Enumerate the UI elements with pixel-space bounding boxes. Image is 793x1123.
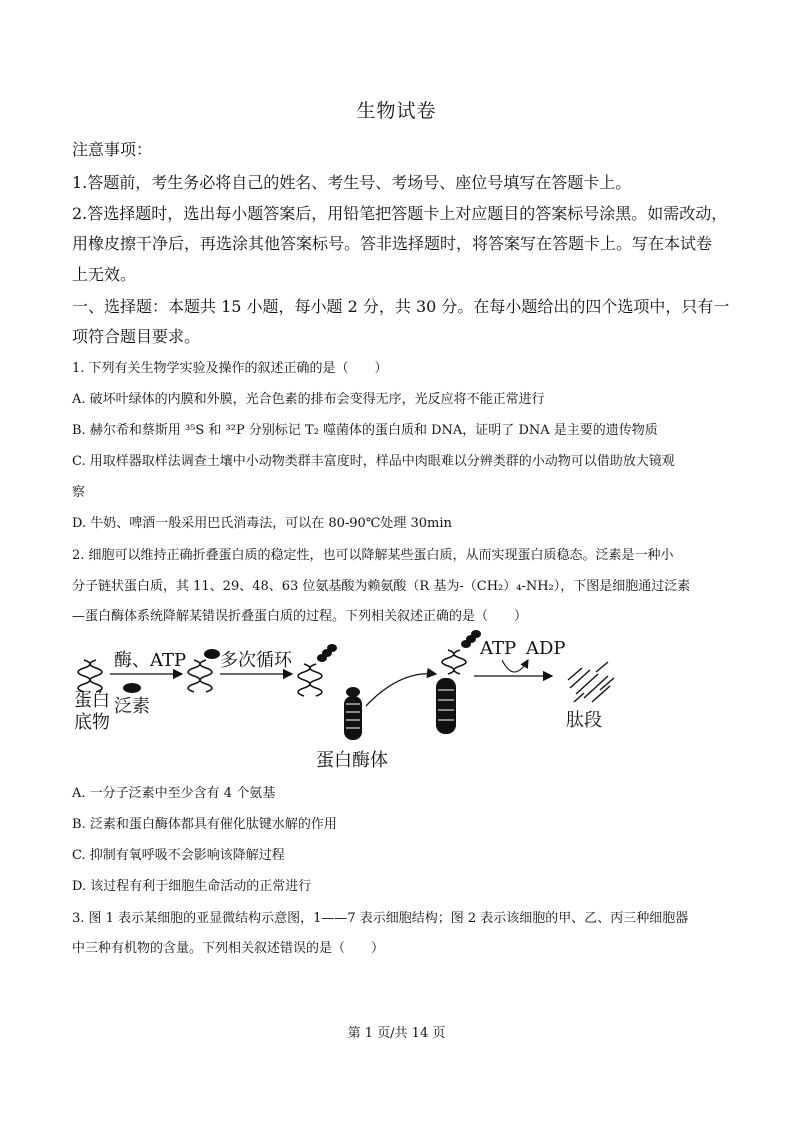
substrate-proteasome-complex-icon — [436, 630, 481, 734]
atp-label: ATP — [480, 638, 517, 659]
section-heading-line-1: 一、选择题：本题共 15 小题，每小题 2 分，共 30 分。在每小题给出的四个选项中，只有一 — [72, 297, 730, 316]
notice-item-2-line-2: 用橡皮擦干净后，再选涂其他答案标号。答非选择题时，将答案写在答题卡上。写在本试卷 — [72, 234, 713, 253]
q1-option-a: A. 破坏叶绿体的内膜和外膜，光合色素的排布会变得无序，光反应将不能正常进行 — [72, 392, 545, 407]
q1-stem: 1. 下列有关生物学实验及操作的叙述正确的是（ ） — [72, 361, 388, 376]
q1-option-c-line-2: 察 — [72, 485, 86, 500]
notice-item-2-line-3: 上无效。 — [72, 265, 137, 284]
q2-option-a: A. 一分子泛素中至少含有 4 个氨基 — [72, 786, 276, 801]
binding-arrow — [366, 674, 436, 706]
q2-stem-line-2: 分子链状蛋白质，其 11、29、48、63 位氨基酸为赖氨酸（R 基为-（CH₂）₄-NH₂），下图是细胞通过泛素 — [72, 579, 691, 594]
atp-adp-arrow — [502, 660, 528, 672]
section-heading-line-2: 项符合题目要求。 — [72, 327, 201, 346]
q1-option-c-line-1: C. 用取样器取样法调查土壤中小动物类群丰富度时，样品中肉眼难以分辨类群的小动物可以借助放大镜观 — [72, 454, 675, 469]
polyubiquitin-substrate-icon — [298, 644, 337, 696]
enzyme-atp-label: 酶、ATP — [114, 650, 187, 671]
protein-substrate-label-1: 蛋白 — [74, 690, 110, 711]
q1-option-b: B. 赫尔希和蔡斯用 ³⁵S 和 ³²P 分别标记 T₂ 噬菌体的蛋白质和 DNA，证明了 DNA 是主要的遗传物质 — [72, 423, 658, 438]
q2-option-d: D. 该过程有利于细胞生命活动的正常进行 — [72, 879, 312, 894]
page-footer: 第 1 页/共 14 页 — [347, 1026, 446, 1041]
notice-item-1: 1.答题前，考生务必将自己的姓名、考生号、考场号、座位号填写在答题卡上。 — [72, 173, 632, 192]
ubiquitin-icon — [123, 683, 141, 693]
q2-option-c: C. 抑制有氧呼吸不会影响该降解过程 — [72, 848, 285, 863]
proteasome-label: 蛋白酶体 — [316, 750, 388, 771]
ubiquitin-label: 泛素 — [114, 696, 150, 717]
adp-label: ADP — [526, 638, 566, 659]
q3-stem-line-1: 3. 图 1 表示某细胞的亚显微结构示意图，1——7 表示细胞结构；图 2 表示该细胞的甲、乙、丙三种细胞器 — [72, 911, 689, 926]
q3-stem-line-2: 中三种有机物的含量。下列相关叙述错误的是（ ） — [72, 941, 385, 956]
peptide-fragments-icon — [568, 662, 614, 702]
ubiquitin-proteasome-diagram — [70, 628, 630, 778]
q2-stem-line-1: 2. 细胞可以维持正确折叠蛋白质的稳定性，也可以降解某些蛋白质，从而实现蛋白质稳态。泛素是一种小 — [72, 548, 674, 563]
q2-option-b: B. 泛素和蛋白酶体都具有催化肽键水解的作用 — [72, 817, 337, 832]
notice-heading: 注意事项： — [72, 140, 153, 159]
peptide-label: 肽段 — [566, 710, 602, 731]
multi-cycle-label: 多次循环 — [220, 650, 292, 671]
protein-substrate-icon — [78, 660, 102, 692]
page-title: 生物试卷 — [356, 100, 437, 122]
protein-substrate-label-2: 底物 — [74, 712, 110, 733]
q2-stem-line-3: —蛋白酶体系统降解某错误折叠蛋白质的过程。下列相关叙述正确的是（ ） — [72, 609, 528, 624]
tagged-substrate-icon — [188, 649, 220, 692]
q1-option-d: D. 牛奶、啤酒一般采用巴氏消毒法，可以在 80-90℃处理 30min — [72, 516, 452, 531]
notice-item-2-line-1: 2.答选择题时，选出每小题答案后，用铅笔把答题卡上对应题目的答案标号涂黑。如需改动， — [72, 204, 728, 223]
proteasome-icon — [344, 687, 362, 740]
